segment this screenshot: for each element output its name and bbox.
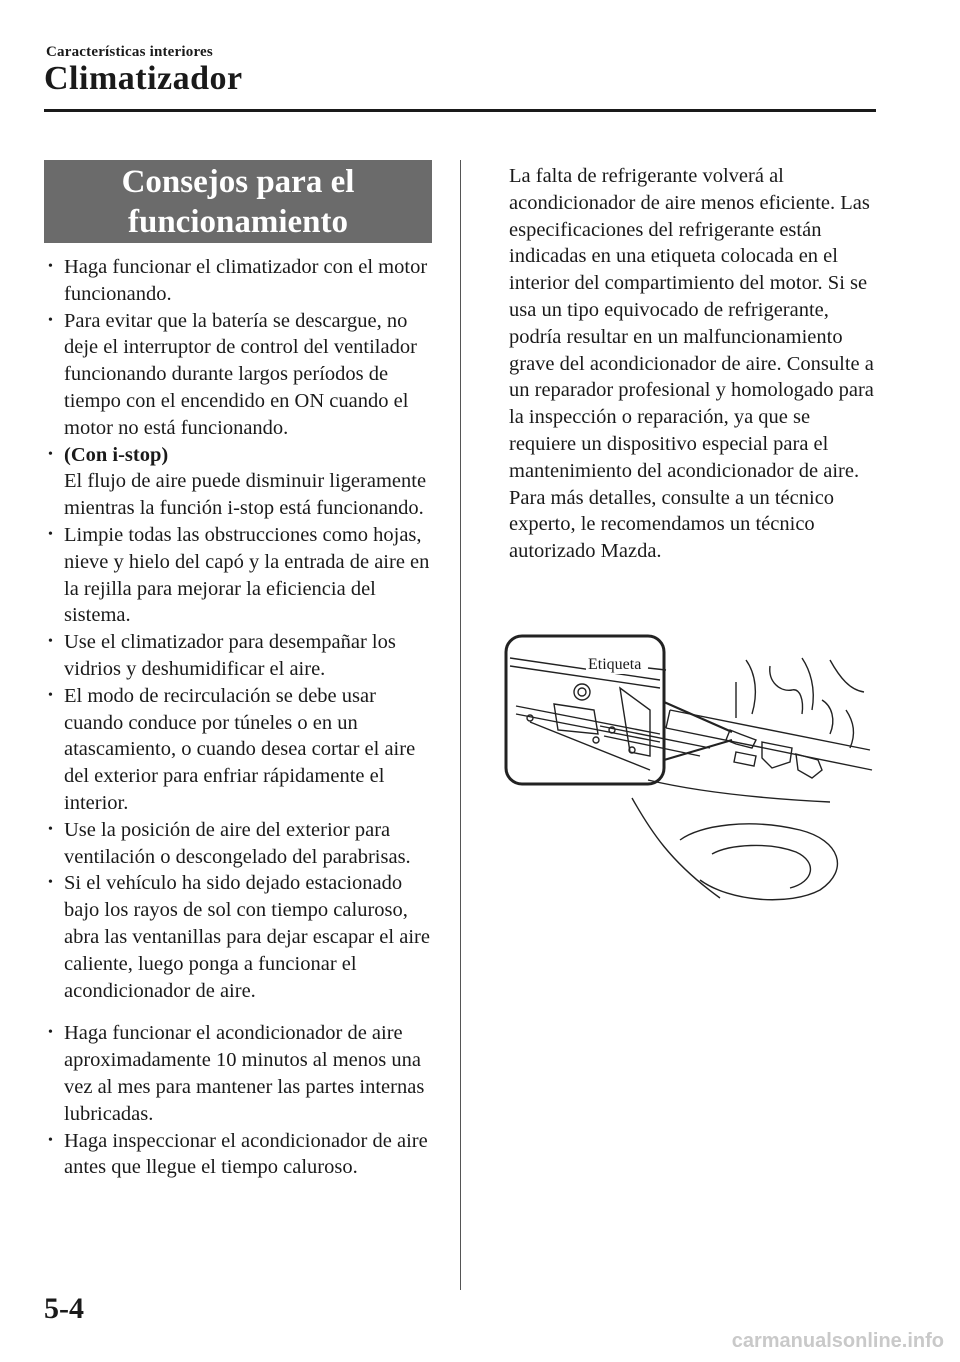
list-item-text: Si el vehículo ha sido dejado estacionado bajo los rayos de sol con tiempo caluroso, abra las ventanillas para dejar escapar el aire caliente, luego ponga a funcionar el acondicionador de aire.	[64, 872, 430, 1002]
engine-compartment-drawing	[500, 630, 880, 910]
list-item	[44, 442, 436, 522]
list-item-text: Limpie todas las obstrucciones como hojas, nieve y hielo del capó y la entrada de aire en la rejilla para mejorar la eficiencia del sistema.	[64, 523, 430, 627]
bullet-dot-icon: •	[48, 687, 53, 703]
bullet-dot-icon: •	[48, 526, 53, 542]
list-item	[44, 308, 436, 442]
bullet-dot-icon: •	[48, 634, 53, 650]
bullet-dot-icon: •	[48, 875, 53, 891]
list-item	[44, 522, 436, 629]
tips-list	[44, 254, 436, 1181]
list-item	[44, 1020, 436, 1127]
banner-line-2: funcionamiento	[127, 203, 348, 240]
list-item-text: Haga funcionar el climatizador con el motor funcionando.	[64, 256, 428, 305]
engine-compartment-illustration	[500, 630, 880, 910]
list-item-heading: (Con i-stop)	[64, 443, 169, 466]
list-item-text: Use la posición de aire del exterior para ventilación o descongelado del parabrisas.	[64, 818, 411, 868]
list-item-text: Use el climatizador para desempañar los vidrios y deshumidificar el aire.	[64, 631, 396, 680]
bullet-dot-icon: •	[48, 312, 53, 328]
figure-label: Etiqueta	[588, 656, 642, 673]
chapter-title: Climatizador	[44, 60, 243, 97]
list-item	[44, 870, 436, 1004]
page-number: 5-4	[44, 1292, 84, 1325]
list-item	[44, 817, 436, 871]
list-item	[44, 629, 436, 683]
bullet-dot-icon: •	[48, 1025, 53, 1041]
column-divider	[460, 160, 461, 1290]
bullet-dot-icon: •	[48, 446, 53, 462]
bullet-dot-icon: •	[48, 821, 53, 837]
refrigerant-paragraph: La falta de refrigerante volverá al acondicionador de aire menos eficiente. Las especificaciones del refrigerante están indicadas en una etiqueta colocada en el interior del compartimiento del motor. Si se usa un tipo equivocado de refrigerante, podría resultar en un malfuncionamiento grave del acondicionador de aire. Consulte a un reparador profesional y homologado para la inspección o reparación, ya que se requiere un dispositivo especial para el mantenimiento del acondicionador de aire.	[509, 165, 874, 482]
details-paragraph: Para más detalles, consulte a un técnico experto, le recomendamos un técnico autorizado Mazda.	[509, 486, 835, 563]
section-banner	[44, 160, 432, 243]
list-gap	[44, 1004, 436, 1020]
list-item-text: Haga funcionar el acondicionador de aire aproximadamente 10 minutos al menos una vez al mes para mantener las partes internas lubricadas.	[64, 1022, 425, 1125]
list-item	[44, 254, 436, 308]
list-item-text: El flujo de aire puede disminuir ligeramente mientras la función i-stop está funcionando.	[64, 470, 427, 520]
list-item-text: El modo de recirculación se debe usar cuando conduce por túneles o en un atascamiento, o cuando desea cortar el aire del exterior para enfriar rápidamente el interior.	[64, 684, 416, 814]
banner-line-1: Consejos para el	[121, 163, 355, 200]
section-label: Características interiores	[46, 44, 213, 60]
list-item	[44, 683, 436, 817]
refrigerant-info	[509, 163, 879, 565]
list-item-text: Para evitar que la batería se descargue, no deje el interruptor de control del ventilador funcionando durante largos períodos de tiempo con el encendido en ON cuando el motor no está funcionando.	[64, 309, 417, 439]
watermark: carmanualsonline.info	[731, 1330, 944, 1352]
header-rule	[44, 109, 876, 112]
bullet-dot-icon: •	[48, 1132, 53, 1148]
bullet-dot-icon: •	[48, 259, 53, 274]
list-item-text: Haga inspeccionar el acondicionador de aire antes que llegue el tiempo caluroso.	[64, 1129, 428, 1179]
list-item	[44, 1128, 436, 1182]
